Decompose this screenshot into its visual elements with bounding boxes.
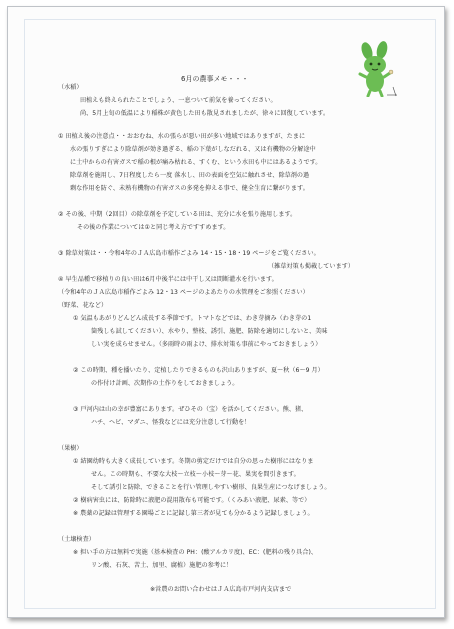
rice-intro-line: 尚、5月上旬の低温により稲株が黄色した田も散見されましたが、徐々に回復しています。 xyxy=(80,110,330,117)
rice-item1-line: に土中からの有害ガスで稲の根が痛み枯れる、すくむ、という水田も中にはあるようです。 xyxy=(70,159,322,166)
section-heading-vegetables: （野菜、花など） xyxy=(58,302,108,309)
rice-item1-line: 剰な作用を防ぐ、未熟有機物の有害ガスの多発を抑える事で、健全生育に繋がります。 xyxy=(70,185,309,192)
rice-item4-line: （令和4年のＪＡ広島市稲作ごよみ 12・13 ページのよあたりの水管理をご参照ください） xyxy=(58,289,309,296)
contact-footer: ※営農のお問い合わせはＪＡ広島市戸河内支店まで xyxy=(150,586,292,593)
rice-item4-line: ④ 早生品種で移植りの良い田は6月中後半には中干し又は間断灌水を行います。 xyxy=(58,276,278,283)
fruit-note-line: ※ 農薬の記録は管理する園場ごとに記録し第三者が見ても分かるよう記録しましょう。 xyxy=(73,510,314,517)
soil-item-line: リン酸、石灰、苦土、加里、腐植）施肥の参考に！ xyxy=(91,562,233,569)
veg-item3-line: ③ 戸河内は山の幸が豊富にあります。ぜひその（宝）を活かしてください。熊、猪、 xyxy=(73,406,308,413)
rice-item1-line: 水の張りすぎにより除草剤が効き過ぎる、稲の下葉がしなだれる、又は有機物の分解途中 xyxy=(70,146,316,153)
rice-item3-line: （雑草対策も掲載しています） xyxy=(268,263,355,270)
fruit-item1-line: ① 結園幼時も大きく成長しています。冬期の剪定だけでは自分の思った樹形にはなりま xyxy=(73,458,314,465)
veg-item2-line: の作付け計画、次期作の土作りをしておきましょう。 xyxy=(91,380,239,387)
fruit-item1-line: そして誘引と防除、できることを行い管理しやすい樹形、良果生産につなげましょう。 xyxy=(91,484,331,491)
rice-item2-line: その後の作業については①と同じ考え方ですすめます。 xyxy=(77,224,230,231)
rice-item1-line: 除草剤を施用し、7日程度したら一度 落水し、田の表面を空気に触れさせ、除草剤の過 xyxy=(70,172,310,179)
memo-inner-border xyxy=(24,19,436,609)
rice-item2-line: ② その後、中期（2回目）の除草剤を予定している田は、充分に水を張り施用します。 xyxy=(58,211,297,218)
soil-item-line: ※ 担い手の方は無料で実施（基本検査の PH：(酸アルカリ度)、EC：(肥料の残り具合)、 xyxy=(73,549,318,556)
section-heading-rice: （水稲） xyxy=(58,84,83,91)
rice-item1-line: ① 田植え後の注意点・・おおむね、水の張らが悪い田が多い地域ではありますが、たまに xyxy=(58,133,306,140)
section-heading-fruit: （果樹） xyxy=(58,445,83,452)
rabbit-mascot-illustration xyxy=(353,41,397,97)
veg-item1-line: ① 気温もあがりどんどん成長する季節です。トマトなどでは、わき芽摘み（わき芽の1 xyxy=(73,315,312,322)
fruit-item2-line: ② 樹病害虫には、防除時に液肥の混用散布も可能です。（くみあい液肥、尿素、等で） xyxy=(73,497,311,504)
veg-item1-line: 箇残しも試してください）、水やり、整枝、誘引、施肥、防除を適切にしないと、美味 xyxy=(91,328,328,335)
veg-item3-line: ハチ、ヘビ、マダニ、怪我などには充分注意して行動を！ xyxy=(91,419,251,426)
page-title: 6月の農事メモ・・・ xyxy=(181,75,249,83)
section-heading-soil: （土壌検査） xyxy=(58,536,95,543)
rice-item3-line: ③ 除草対策は・・令和4年のＪＡ広島市稲作ごよみ 14・15・18・19 ページをご覧ください。 xyxy=(58,250,320,257)
fruit-item1-line: せん。この時期も、不要な大枝～立枝～小枝～芽～花、果実を間引きます。 xyxy=(91,471,300,478)
rice-intro-line: 田植えも終えられたことでしょう、一息ついて前気を養ってください。 xyxy=(80,97,277,104)
veg-item2-line: ② この時期、種を播いたり、定植したりできるものも沢山ありますが、夏～秋（6～9 月） xyxy=(73,367,324,374)
veg-item1-line: しい実を成らせません。（多雨時の雨よけ、排水対策も事前にやっておきましょう） xyxy=(91,341,322,348)
